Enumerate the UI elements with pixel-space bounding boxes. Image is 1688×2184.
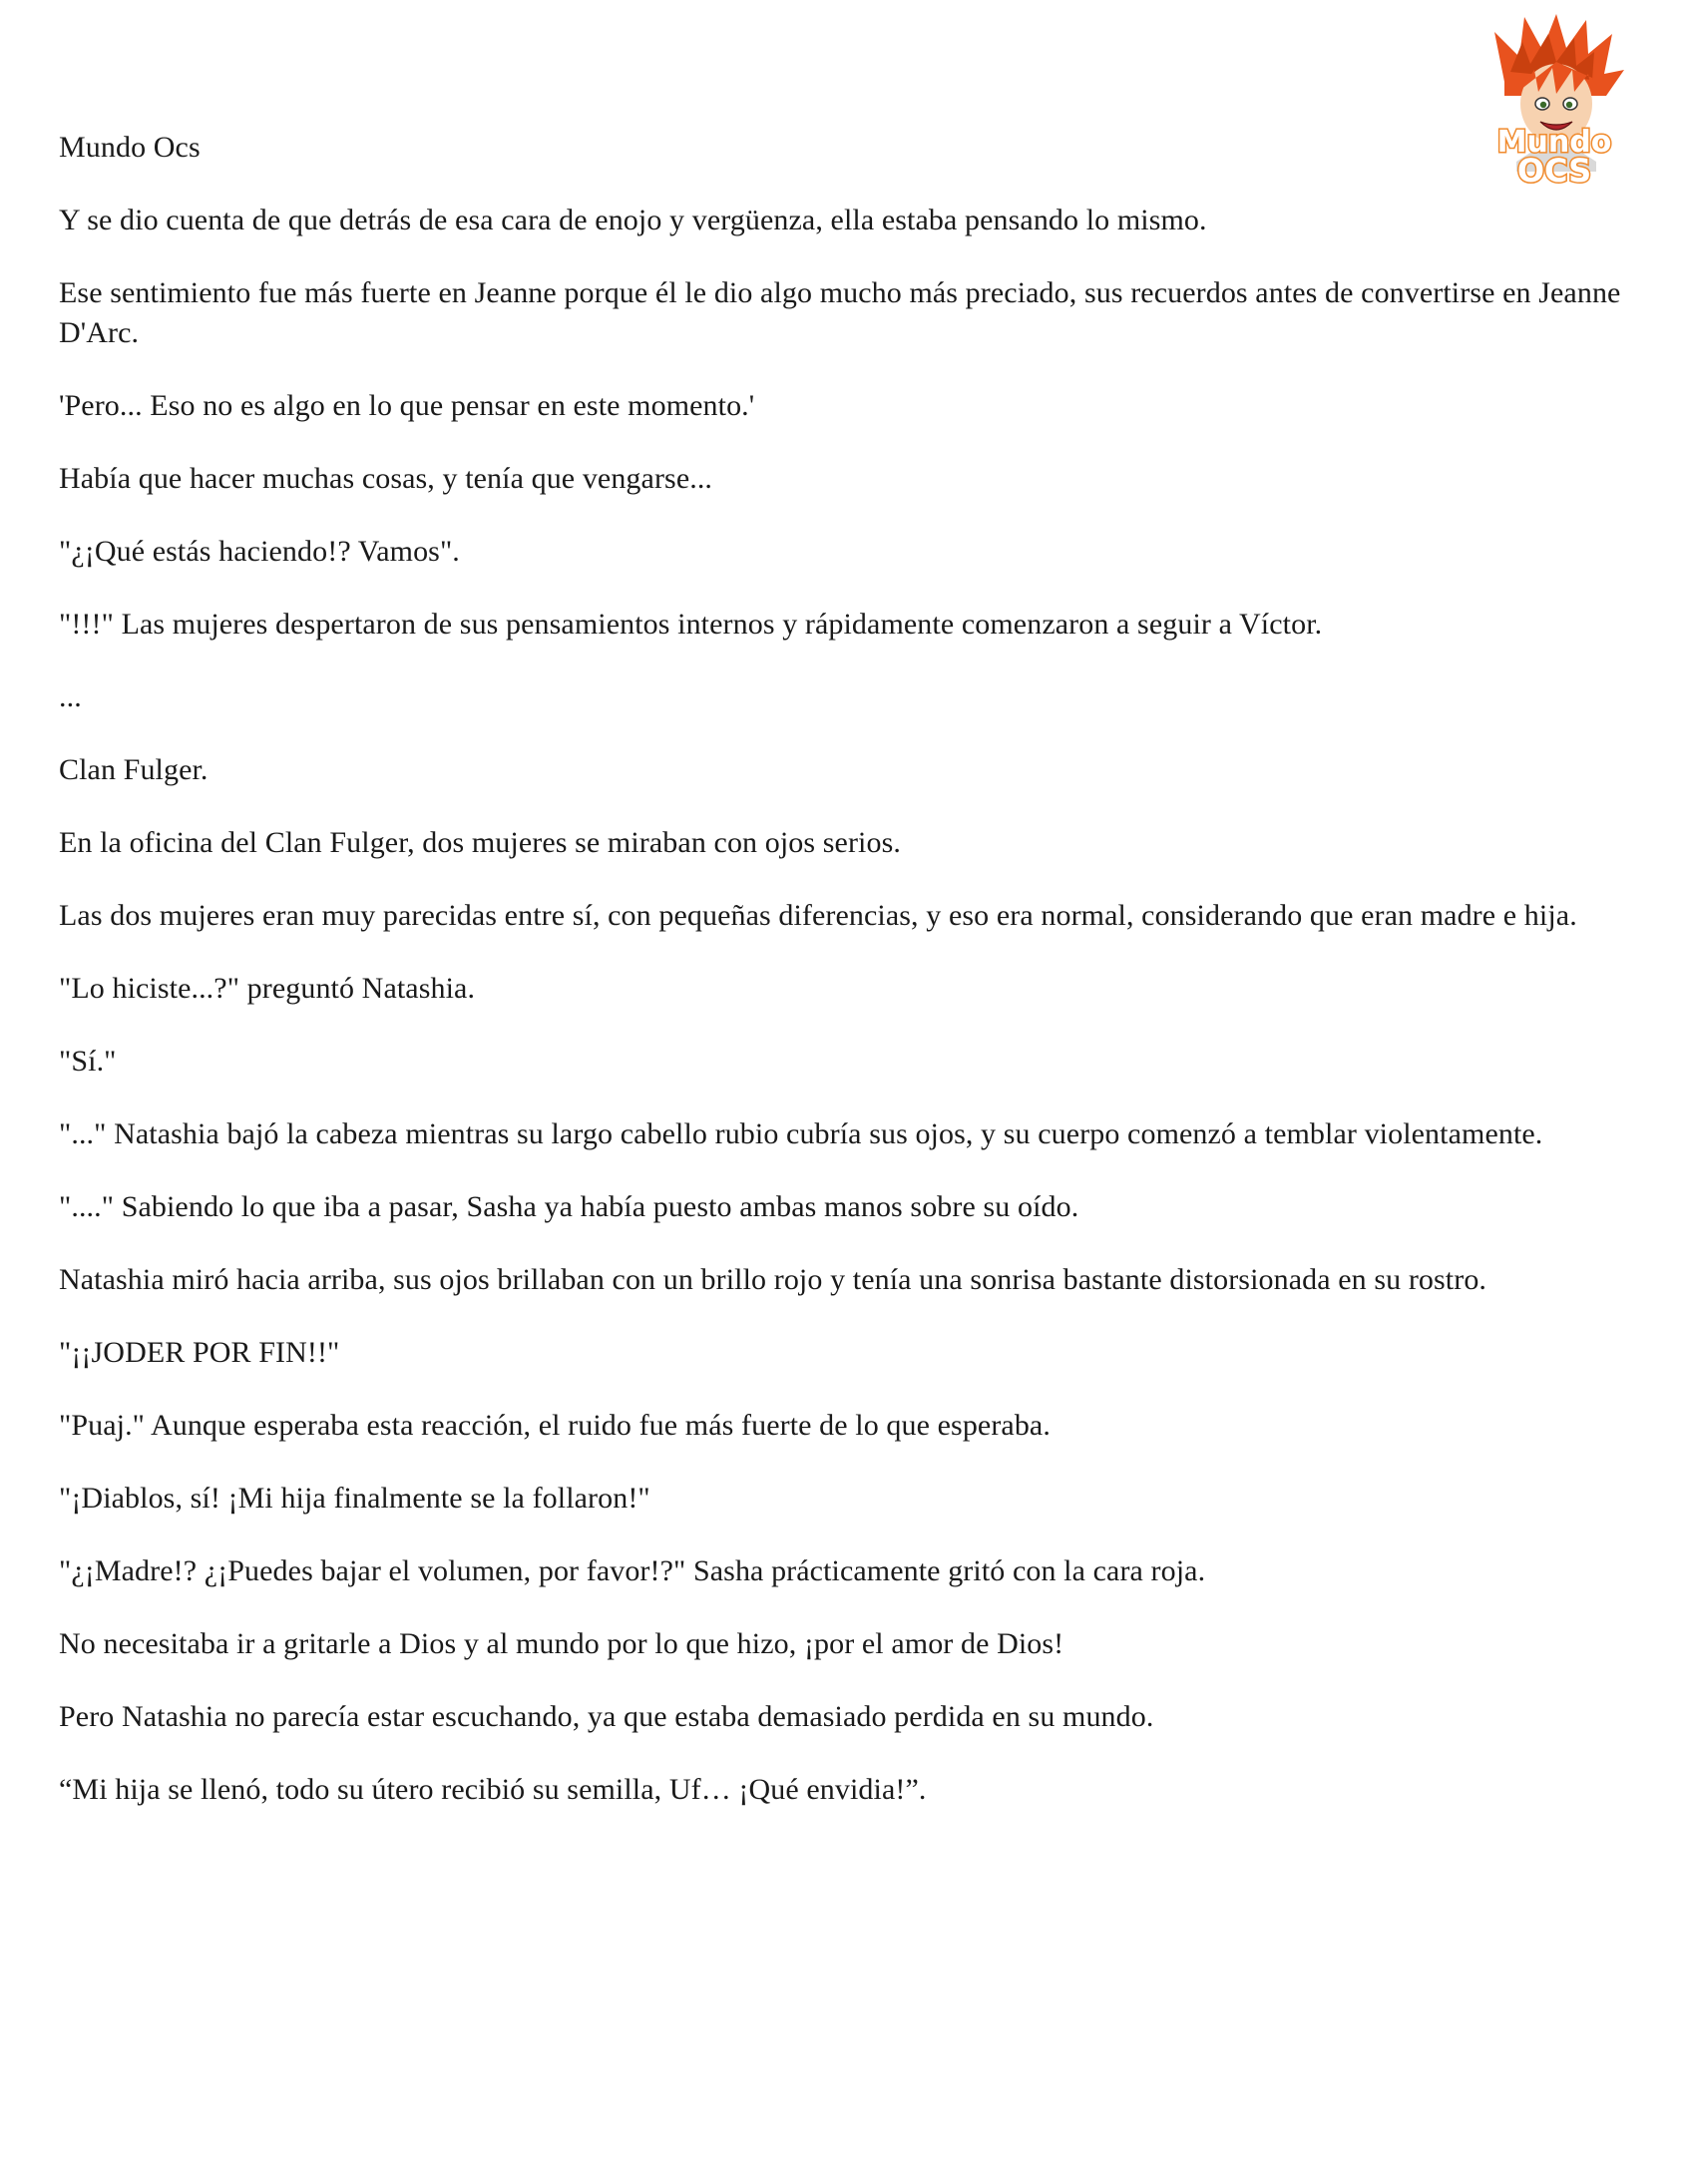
paragraph: "¡Diablos, sí! ¡Mi hija finalmente se la follaron!" bbox=[59, 1482, 650, 1515]
paragraph: "...." Sabiendo lo que iba a pasar, Sasha ya había puesto ambas manos sobre su oído. bbox=[59, 1190, 1079, 1223]
svg-text:Mundo: Mundo bbox=[1496, 125, 1612, 160]
paragraph: Natashia miró hacia arriba, sus ojos brillaban con un brillo rojo y tenía una sonrisa bastante distorsionada en su rostro. bbox=[59, 1263, 1487, 1296]
svg-text:OCS: OCS bbox=[1516, 152, 1592, 188]
paragraph: Había que hacer muchas cosas, y tenía que vengarse... bbox=[59, 462, 713, 495]
paragraph: "Puaj." Aunque esperaba esta reacción, el ruido fue más fuerte de lo que esperaba. bbox=[59, 1409, 1051, 1442]
paragraph: Clan Fulger. bbox=[59, 753, 209, 786]
document-body bbox=[59, 128, 1645, 1843]
paragraph: En la oficina del Clan Fulger, dos mujeres se miraban con ojos serios. bbox=[59, 826, 901, 859]
paragraph: "!!!" Las mujeres despertaron de sus pensamientos internos y rápidamente comenzaron a seguir a Víctor. bbox=[59, 608, 1323, 641]
paragraph: "Lo hiciste...?" preguntó Natashia. bbox=[59, 972, 476, 1005]
paragraph-separator: ... bbox=[59, 680, 82, 713]
paragraph: "..." Natashia bajó la cabeza mientras su largo cabello rubio cubría sus ojos, y su cuerpo comenzó a temblar violentamente. bbox=[59, 1117, 1543, 1150]
paragraph-header: Mundo Ocs bbox=[59, 131, 201, 164]
paragraph: 'Pero... Eso no es algo en lo que pensar en este momento.' bbox=[59, 389, 755, 422]
paragraph: Las dos mujeres eran muy parecidas entre sí, con pequeñas diferencias, y eso era normal, considerando que eran madre e hija. bbox=[59, 899, 1577, 932]
paragraph: "¡¡JODER POR FIN!!" bbox=[59, 1336, 340, 1369]
paragraph: "¿¡Madre!? ¿¡Puedes bajar el volumen, por favor!?" Sasha prácticamente gritó con la cara roja. bbox=[59, 1554, 1206, 1587]
paragraph: "Sí." bbox=[59, 1045, 117, 1078]
paragraph: No necesitaba ir a gritarle a Dios y al mundo por lo que hizo, ¡por el amor de Dios! bbox=[59, 1627, 1064, 1660]
paragraph: Pero Natashia no parecía estar escuchando, ya que estaba demasiado perdida en su mundo. bbox=[59, 1700, 1154, 1733]
paragraph: "¿¡Qué estás haciendo!? Vamos". bbox=[59, 535, 460, 568]
paragraph: “Mi hija se llenó, todo su útero recibió su semilla, Uf… ¡Qué envidia!”. bbox=[59, 1773, 927, 1806]
paragraph: Y se dio cuenta de que detrás de esa cara de enojo y vergüenza, ella estaba pensando lo mismo. bbox=[59, 204, 1207, 236]
paragraph: Ese sentimiento fue más fuerte en Jeanne porque él le dio algo mucho más preciado, sus recuerdos antes de convertirse en Jeanne D'Arc. bbox=[59, 276, 1621, 349]
